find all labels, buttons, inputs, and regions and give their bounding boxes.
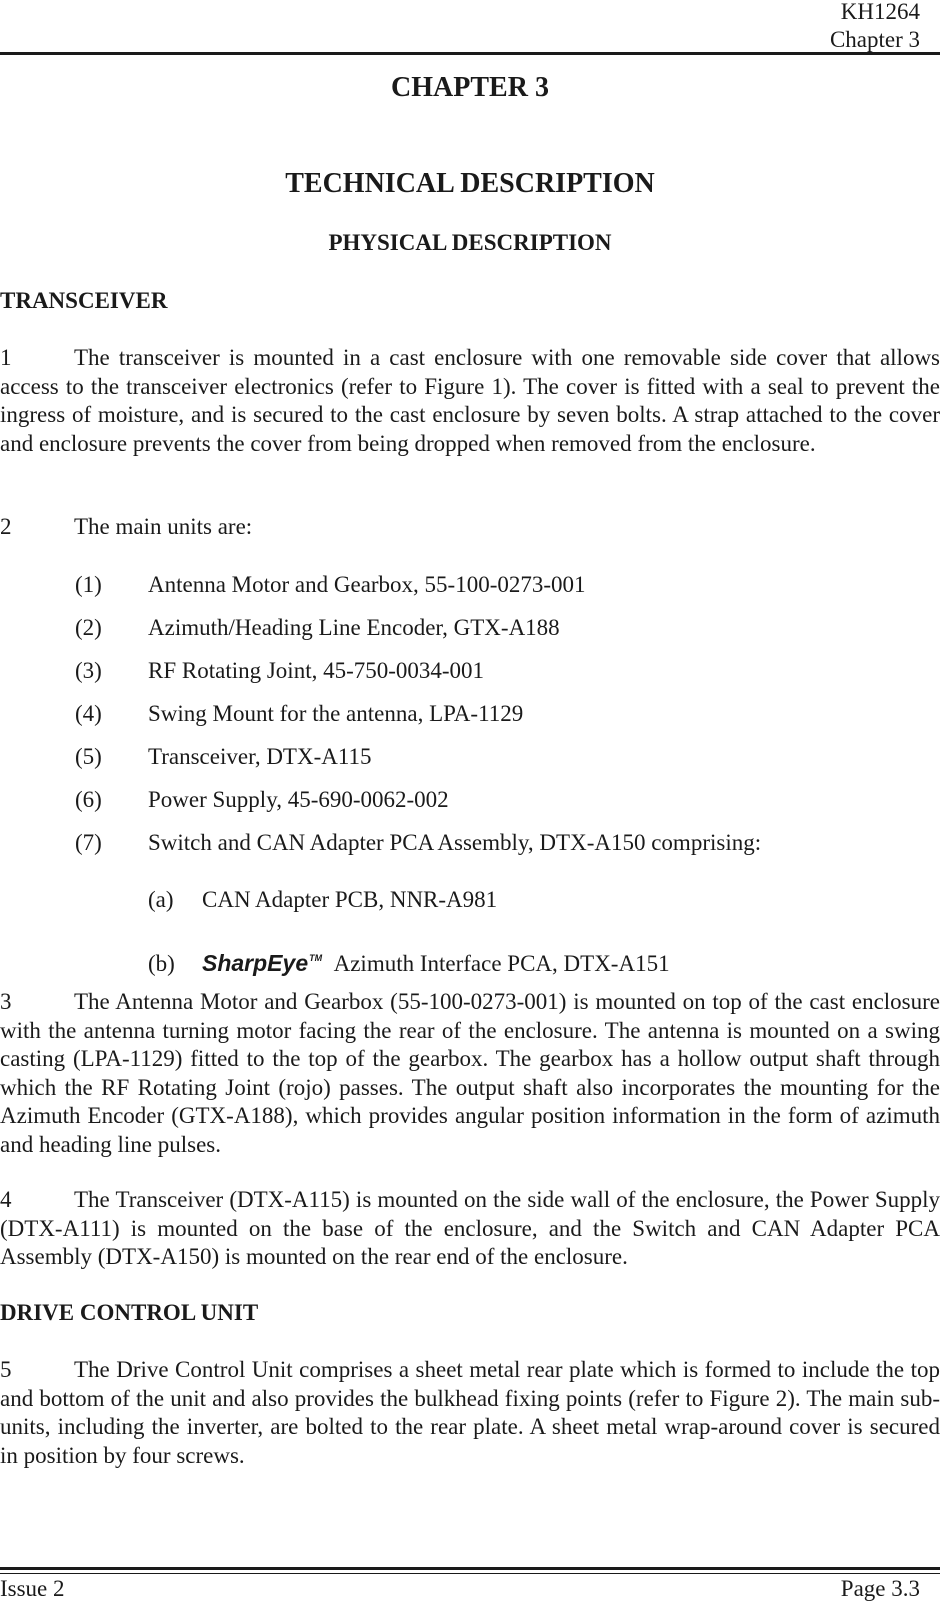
paragraph-text: The Transceiver (DTX-A115) is mounted on the side wall of the enclosure, the Power Supply (DTX-A111) is mounted on the base of the enclosure, and the Switch and CAN Adapter PCA Assembly (DTX-A150) is mounted on the rear end of the enclosure. <box>0 1187 940 1269</box>
section-heading-drive-control-unit: DRIVE CONTROL UNIT <box>0 1300 259 1325</box>
paragraph-number: 3 <box>0 989 12 1014</box>
sub-list-item: (a) CAN Adapter PCB, NNR-A981 <box>148 887 498 912</box>
footer-issue: Issue 2 <box>0 1576 65 1601</box>
paragraph-number: 4 <box>0 1187 12 1212</box>
list-item: (4) Swing Mount for the antenna, LPA-1129 <box>75 701 524 726</box>
list-item: (5) Transceiver, DTX-A115 <box>75 744 372 769</box>
paragraph-text: The main units are: <box>74 514 253 539</box>
paragraph-number: 2 <box>0 514 12 539</box>
sub-title: PHYSICAL DESCRIPTION <box>328 230 612 255</box>
footer-page-number: Page 3.3 <box>840 1576 920 1601</box>
paragraph-text: The transceiver is mounted in a cast enclosure with one removable side cover that allows access to the transceiver electronics (refer to Figure 1). The cover is fitted with a seal to prevent the ingress of moisture, and is secured to the cast enclosure by seven bolts. A strap attached to the cover and enclosure prevents the cover from being dropped when removed from the enclosure. <box>0 345 940 456</box>
paragraph-2 <box>0 513 940 542</box>
chapter-reference: Chapter 3 <box>829 27 920 52</box>
footer-rule <box>0 1567 940 1570</box>
chapter-title: CHAPTER 3 <box>391 72 549 103</box>
paragraph-4 <box>0 1186 940 1272</box>
list-item: (6) Power Supply, 45-690-0062-002 <box>75 787 449 812</box>
header-rule <box>0 52 940 55</box>
section-heading-transceiver: TRANSCEIVER <box>0 288 168 313</box>
brand-logo: SharpEye™ <box>202 950 323 976</box>
list-item: (3) RF Rotating Joint, 45-750-0034-001 <box>75 658 485 683</box>
footer-rule-thin <box>0 1573 940 1574</box>
list-item: (1) Antenna Motor and Gearbox, 55-100-0273-001 <box>75 572 586 597</box>
main-title: TECHNICAL DESCRIPTION <box>285 168 655 199</box>
paragraph-1 <box>0 344 940 458</box>
list-item: (2) Azimuth/Heading Line Encoder, GTX-A188 <box>75 615 560 640</box>
sub-list-item: (b) SharpEye™ Azimuth Interface PCA, DTX-A151 <box>148 950 670 976</box>
paragraph-text: The Drive Control Unit comprises a sheet metal rear plate which is formed to include the top and bottom of the unit and also provides the bulkhead fixing points (refer to Figure 2). The main sub-units, including the inverter, are bolted to the rear plate. A sheet metal wrap-around cover is secured in position by four screws. <box>0 1357 940 1468</box>
paragraph-5 <box>0 1356 940 1470</box>
list-item: (7) Switch and CAN Adapter PCA Assembly, DTX-A150 comprising: <box>75 830 762 855</box>
paragraph-number: 1 <box>0 345 12 370</box>
paragraph-number: 5 <box>0 1357 12 1382</box>
document-id: KH1264 <box>840 0 920 24</box>
paragraph-3 <box>0 988 940 1159</box>
paragraph-text: The Antenna Motor and Gearbox (55-100-0273-001) is mounted on top of the cast enclosure with the antenna turning motor facing the rear of the enclosure. The antenna is mounted on a swing casting (LPA-1129) fitted to the top of the gearbox. The gearbox has a hollow output shaft through which the RF Rotating Joint (rojo) passes. The output shaft also incorporates the mounting for the Azimuth Encoder (GTX-A188), which provides angular position information in the form of azimuth and heading line pulses. <box>0 989 940 1157</box>
